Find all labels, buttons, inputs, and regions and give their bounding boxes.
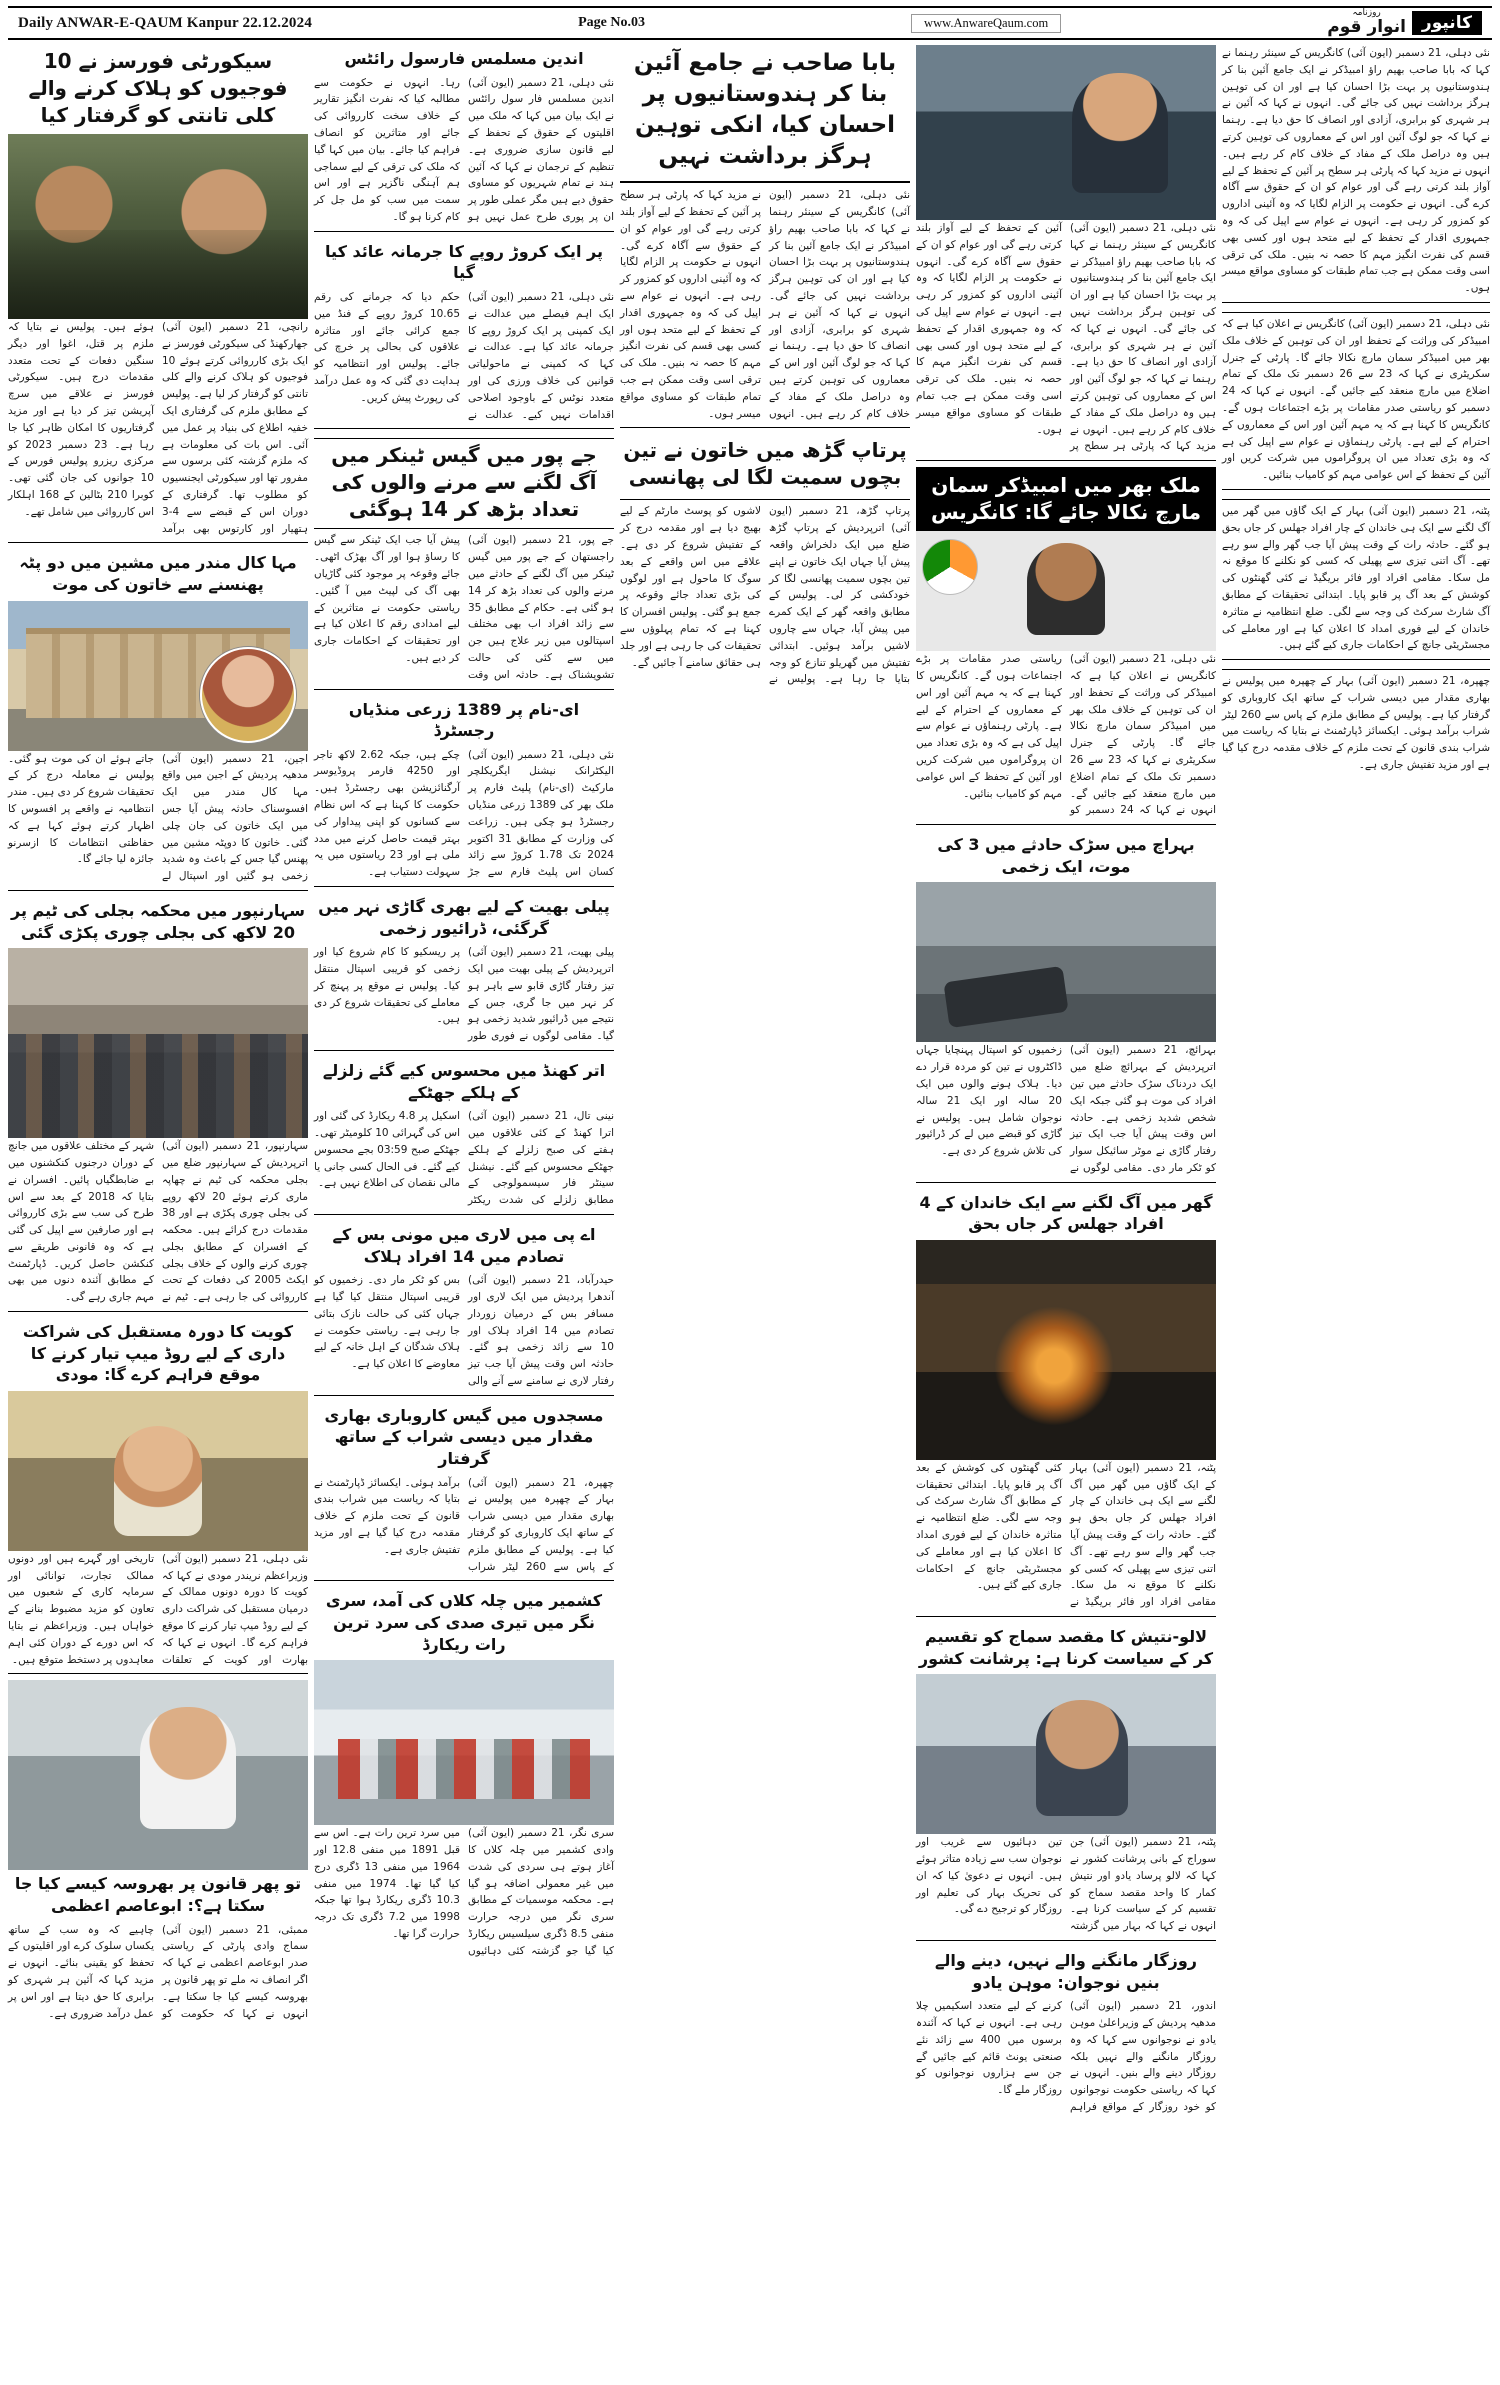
- snow-highway-photo: [314, 1660, 614, 1825]
- article-headline: کویت کا دورہ مستقبل کی شراکت داری کے لیے روڈ میپ تیار کرنے کا موقع فراہم کرے گا: مودی: [22, 1322, 294, 1385]
- divider: [1222, 499, 1490, 500]
- article-house-fire-four-dead: [916, 1189, 1216, 1617]
- article-body: نئی دہلی، 21 دسمبر (ایون آئی) کانگریس کے سینئر رہنما نے کہا کہ بابا صاحب بھیم راؤ امبیڈکر نے ایک جامع آئین بنا کر ہندوستانیوں پر بہت بڑا احسان کیا ہے اور ان کی توہین ہرگز برداشت نہیں کی جائے گی۔ انہوں نے کہا کہ آئین نے ہر شہری کو برابری، آزادی اور انصاف کا حق دیا ہے۔ رہنما نے کہا کہ جو لوگ آئین اور اس کے معماروں کی توہین کرتے ہیں وہ دراصل ملک کے مفاد کے خلاف کام کر رہے ہیں۔ انہوں نے مزید کہا کہ پارٹی ہر سطح پر آئین کے تحفظ کے لیے آواز بلند کرتی رہے گی اور عوام کو ان کے حقوق سے آگاہ کرے گی۔ انہوں نے حکومت پر الزام لگایا کہ وہ آئینی اداروں کو کمزور کر رہی ہے۔ انہوں نے عوام سے اپیل کی کہ وہ جمہوری اقدار کے تحفظ کے لیے متحد ہوں اور کسی بھی قسم کی نفرت انگیز مہم کا حصہ نہ بنیں۔ ملک کی ترقی اسی وقت ممکن ہے جب تمام طبقات کو مساوی مواقع میسر ہوں۔: [620, 189, 910, 420]
- article-body: نئی دہلی، 21 دسمبر (ایون آئی) کانگریس کے سینئر رہنما نے کہا کہ بابا صاحب بھیم راؤ امبیڈکر نے ایک جامع آئین بنا کر ہندوستانیوں پر بہت بڑا احسان کیا ہے اور ان کی توہین ہرگز برداشت نہیں کی جائے گی۔ انہوں نے کہا کہ آئین نے ہر شہری کو برابری، آزادی اور انصاف کا حق دیا ہے۔ رہنما نے کہا کہ جو لوگ آئین اور اس کے معماروں کی توہین کرتے ہیں وہ دراصل ملک کے مفاد کے خلاف کام کر رہے ہیں۔ انہوں نے مزید کہا کہ پارٹی ہر سطح پر آئین کے تحفظ کے لیے آواز بلند کرتی رہے گی اور عوام کو ان کے حقوق سے آگاہ کرے گی۔ انہوں نے حکومت پر الزام لگایا کہ وہ آئینی اداروں کو کمزور کر رہی ہے۔ انہوں نے عوام سے اپیل کی کہ وہ جمہوری اقدار کے تحفظ کے لیے متحد ہوں اور کسی بھی قسم کی نفرت انگیز مہم کا حصہ نہ بنیں۔ ملک کی ترقی اسی وقت ممکن ہے جب تمام طبقات کو مساوی مواقع میسر ہوں۔: [916, 222, 1216, 453]
- article-kashmir-chillai-kalan: [314, 1587, 614, 1964]
- prashant-kishor-photo: [916, 1674, 1216, 1834]
- article-bahraich-road-accident: [916, 831, 1216, 1183]
- logo-top-label: روزنامہ: [1352, 8, 1381, 19]
- article-indian-muslims-civil-rights: [314, 45, 614, 232]
- article-pratapgarh-suicide: [620, 434, 910, 693]
- abu-asim-azmi-photo: [8, 1680, 308, 1870]
- article-headline: بابا صاحب نے جامع آئین بنا کر ہندوستانیوں پر احسان کیا، انکی توہین ہرگز برداشت نہیں: [633, 50, 897, 170]
- article-fire-continuation: [1222, 496, 1490, 660]
- article-body: پٹنہ، 21 دسمبر (ایون آئی) بہار کے ایک گاؤں میں گھر میں آگ لگنے سے ایک ہی خاندان کے چار افراد جھلس کر جاں بحق ہو گئے۔ حادثہ رات کے وقت پیش آیا جب گھر والے سو رہے تھے۔ آگ اتنی تیزی سے پھیلی کہ کسی کو نکلنے کا موقع نہ مل سکا۔ مقامی افراد اور فائر بریگیڈ نے کئی گھنٹوں کی کوشش کے بعد آگ پر قابو پایا۔ ابتدائی تحقیقات کے مطابق آگ شارٹ سرکٹ کی وجہ سے لگی۔ ضلع انتظامیہ نے متاثرہ خاندان کے لیے فوری امداد کا اعلان کیا ہے اور معاملے کی مجسٹریٹی جانچ کے احکامات جاری کیے گئے ہیں۔: [1222, 504, 1490, 652]
- article-body: سہارنپور، 21 دسمبر (ایون آئی) اترپردیش کے سہارنپور ضلع میں بجلی محکمہ کی ٹیم نے چھاپہ ماری کرتے ہوئے 20 لاکھ روپے کی بجلی چوری پکڑی ہے اور 38 مقدمات درج کرائے ہیں۔ محکمہ کے افسران کے مطابق بجلی چوری کرنے والوں کے خلاف بجلی ایکٹ 2005 کی دفعات کے تحت کارروائی کی جا رہی ہے۔ ٹیم نے شہر کے مختلف علاقوں میں جانچ کے دوران درجنوں کنکشنوں میں بے ضابطگیاں پائیں۔ افسران نے بتایا کہ 2018 کے بعد سے اس طرح کی سب سے بڑی کارروائی ہے اور صارفین سے اپیل کی گئی ہے کہ وہ قانونی طریقے سے کنکشن حاصل کریں۔ ڈپارٹمنٹ کے مطابق آئندہ دنوں میں بھی مہم جاری رہے گی۔: [8, 1140, 308, 1304]
- article-body: نئی دہلی، 21 دسمبر (ایون آئی) اندین مسلمس فار سول رائٹس نے ایک بیان میں کہا کہ ملک میں اقلیتوں کے حقوق کے تحفظ کے لیے قانون سازی ضروری ہے۔ تنظیم کے ترجمان نے کہا کہ آئین ہند نے تمام شہریوں کو مساوی حقوق دیے ہیں مگر عملی طور پر ان پر پوری طرح عمل نہیں ہو رہا۔ انہوں نے حکومت سے مطالبہ کیا کہ نفرت انگیز تقاریر کے خلاف سخت کارروائی کی جائے اور متاثرین کو انصاف فراہم کیا جائے۔ بیان میں کہا گیا کہ ملک کی ترقی کے لیے سماجی ہم آہنگی ناگزیر ہے اور اس سمت میں سب کو مل جل کر کام کرنا ہو گا۔: [314, 76, 614, 223]
- column-2: [314, 45, 614, 2365]
- article-body: حیدرآباد، 21 دسمبر (ایون آئی) آندھرا پردیش میں ایک لاری اور مسافر بس کے درمیان زوردار تصادم میں 14 افراد ہلاک اور 10 سے زائد زخمی ہو گئے۔ حادثہ اس وقت پیش آیا جب تیز رفتار لاری نے سامنے سے آنے والی بس کو ٹکر مار دی۔ زخمیوں کو قریبی اسپتال منتقل کیا گیا ہے جہاں کئی کی حالت نازک بتائی جا رہی ہے۔ ریاستی حکومت نے ہلاک شدگان کے اہل خانہ کے لیے معاوضے کا اعلان کیا ہے۔: [314, 1274, 615, 1387]
- article-headline: روزگار مانگنے والے نہیں، دینے والے بنیں نوجوان: موہن یادو: [934, 1951, 1197, 1992]
- article-headline: ملک بھر میں امبیڈکر سمان مارچ نکالا جائے گا: کانگریس: [916, 467, 1216, 531]
- divider: [1222, 669, 1490, 670]
- article-headline: سیکورٹی فورسز نے 10 فوجیوں کو ہلاک کرنے والے کلی تانتی کو گرفتار کیا: [28, 49, 288, 127]
- divider: [620, 181, 910, 183]
- article-body: نئی دہلی، 21 دسمبر (ایون آئی) وزیراعظم نریندر مودی نے کہا کہ کویت کا دورہ دونوں ممالک کے درمیان مستقبل کی شراکت داری کے لیے روڈ میپ تیار کرنے کا موقع فراہم کرے گا۔ انہوں نے کہا کہ بھارت اور کویت کے تعلقات تاریخی اور گہرے ہیں اور دونوں ممالک تجارت، توانائی اور سرمایہ کاری کے شعبوں میں تعاون کو مزید مضبوط بنانے کے خواہاں ہیں۔ وزیراعظم نے بتایا کہ اس دورے کے دوران کئی اہم معاہدوں پر دستخط متوقع ہیں۔: [8, 1552, 308, 1666]
- logo-text-stack: [1327, 9, 1406, 36]
- modi-photo: [8, 1391, 308, 1551]
- article-headline: ای-نام پر 1389 زرعی منڈیاں رجسٹرڈ: [348, 699, 580, 741]
- article-headline: اندین مسلمس فارسول رائٹس: [344, 49, 584, 68]
- article-headline: گھر میں آگ لگنے سے ایک خاندان کے 4 افراد جھلس کر جاں بحق: [919, 1192, 1213, 1234]
- article-ambedkar-constitution-lead: [620, 45, 910, 428]
- article-mahakal-temple-death: [8, 549, 308, 891]
- page-columns: [8, 45, 1492, 2365]
- website-url[interactable]: www.AnwareQaum.com: [911, 14, 1061, 33]
- article-prashant-kishor: [916, 1623, 1216, 1941]
- article-abu-asim-azmi: [8, 1680, 308, 2027]
- article-headline: تو پھر قانون پر بھروسہ کیسے کیا جا سکتا ہے؟: ابوعاصم اعظمی: [14, 1874, 302, 1916]
- article-headline: جے پور میں گیس ٹینکر میں آگ لگنے سے مرنے والوں کی تعداد بڑھ کر 14 ہوگئی: [314, 438, 614, 529]
- article-body: پٹنہ، 21 دسمبر (ایون آئی) بہار کے ایک گاؤں میں گھر میں آگ لگنے سے ایک ہی خاندان کے چار افراد جھلس کر جاں بحق ہو گئے۔ حادثہ رات کے وقت پیش آیا جب گھر والے سو رہے تھے۔ آگ اتنی تیزی سے پھیلی کہ کسی کو نکلنے کا موقع نہ مل سکا۔ مقامی افراد اور فائر بریگیڈ نے کئی گھنٹوں کی کوشش کے بعد آگ پر قابو پایا۔ ابتدائی تحقیقات کے مطابق آگ شارٹ سرکٹ کی وجہ سے لگی۔ ضلع انتظامیہ نے متاثرہ خاندان کے لیے فوری امداد کا اعلان کیا ہے اور معاملے کی مجسٹریٹی جانچ کے احکامات جاری کیے گئے ہیں۔: [916, 1461, 1216, 1609]
- article-headline: لالو-نتیش کا مقصد سماج کو تقسیم کر کے سیاست کرنا ہے: پرشانت کشور: [918, 1627, 1214, 1668]
- victim-portrait-inset: [200, 647, 296, 743]
- article-congress-march-continuation: [1222, 309, 1490, 490]
- article-headline: مہا کال مندر میں مشین میں دو پٹہ پھنسنے سے خاتون کی موت: [19, 553, 297, 594]
- article-headline: سہارنپور میں محکمہ بجلی کی ٹیم پر 20 لاکھ کی بجلی چوری پکڑی گئی: [10, 900, 305, 942]
- article-body: نئی دہلی، 21 دسمبر (ایون آئی) الیکٹرانک نیشنل ایگریکلچر مارکیٹ (ای-نام) پلیٹ فارم پر ملک بھر کی 1389 زرعی منڈیاں رجسٹرڈ ہو چکی ہیں۔ زراعت کی وزارت کے مطابق 31 اکتوبر 2024 تک 1.78 کروڑ سے زائد کسان اس پلیٹ فارم سے جڑ چکے ہیں، جبکہ 2.62 لاکھ تاجر اور 4250 فارمر پروڈیوسر آرگنائزیشن بھی رجسٹرڈ ہیں۔ حکومت کا کہنا ہے کہ اس نظام سے کسانوں کو اپنی پیداوار کی بہتر قیمت حاصل کرنے میں مدد ملی ہے اور 23 ریاستوں میں یہ سہولت دستیاب ہے۔: [314, 748, 614, 879]
- logo-main-label: انوار قوم: [1327, 16, 1406, 37]
- article-body: پیلی بھیت، 21 دسمبر (ایون آئی) اترپردیش کے پیلی بھیت میں ایک تیز رفتار گاڑی قابو سے باہر ہو کر نہر میں جا گری، جس کے نتیجے میں ڈرائیور شدید زخمی ہو گیا۔ مقامی لوگوں نے فوری طور پر ریسکیو کا کام شروع کیا اور زخمی کو قریبی اسپتال منتقل کیا۔ پولیس نے موقع پر پہنچ کر معاملے کی تحقیقات شروع کر دی ہیں۔: [314, 946, 615, 1043]
- article-liquor-continuation: [1222, 666, 1490, 779]
- congress-leader-photo: [916, 531, 1216, 651]
- article-body: رانچی، 21 دسمبر (ایون آئی) جھارکھنڈ کی سیکورٹی فورسز نے ایک بڑی کارروائی کرتے ہوئے 10 فوجیوں کو ہلاک کرنے والے کلی تانتی کو گرفتار کر لیا ہے۔ پولیس کے مطابق ملزم کی گرفتاری ایک خفیہ اطلاع کی بنیاد پر عمل میں آئی۔ اس بات کی معلومات ہے کہ ملزم گزشتہ کئی برسوں سے مفرور تھا اور سیکورٹی ایجنسیوں کو مطلوب تھا۔ گرفتاری کے دوران اس کے قبضے سے 4-3 ہتھیار اور کارتوس بھی برآمد ہوئے ہیں۔ پولیس نے بتایا کہ ملزم پر قتل، اغوا اور دیگر سنگین دفعات کے تحت متعدد مقدمات درج ہیں۔ سیکورٹی فورسز نے علاقے میں سرچ آپریشن تیز کر دیا ہے اور مزید گرفتاریوں کا امکان ظاہر کیا جا رہا ہے۔ 23 دسمبر 2023 کو مرکزی ریزرو پولیس فورس کے 10 جوانوں کی جان گئی تھی۔ کوبرا 210 بٹالین کے 168 اہلکار اس کارروائی میں شامل تھے۔: [8, 321, 309, 535]
- article-body: اندور، 21 دسمبر (ایون آئی) مدھیہ پردیش کے وزیراعلیٰ موہن یادو نے نوجوانوں سے کہا کہ وہ روزگار مانگنے والے نہیں بلکہ روزگار دینے والے بنیں۔ انہوں نے کہا کہ ریاستی حکومت نوجوانوں کو خود روزگار کے مواقع فراہم کرنے کے لیے متعدد اسکیمیں چلا رہی ہے۔ انہوں نے کہا کہ آئندہ برسوں میں 400 سے زائد نئے صنعتی یونٹ قائم کیے جائیں گے جن سے ہزاروں نوجوانوں کو روزگار ملے گا۔: [916, 2000, 1216, 2113]
- article-body: نئی دہلی، 21 دسمبر (ایون آئی) کانگریس نے اعلان کیا ہے کہ امبیڈکر کی وراثت کے تحفظ اور ان کی توہین کے خلاف ملک بھر میں امبیڈکر سمان مارچ نکالا جائے گا۔ پارٹی کے جنرل سکریٹری نے کہا کہ 23 سے 26 دسمبر تک ملک کے تمام اضلاع میں مارچ منعقد کیے جائیں گے۔ انہوں نے کہا کہ 24 دسمبر کو ریاستی صدر مقامات پر بڑے اجتماعات ہوں گے۔ کانگریس کا کہنا ہے کہ یہ مہم آئین اور اس کے معماروں کے احترام کے لیے ہے۔ پارٹی رہنماؤں نے عوام سے اپیل کی ہے کہ وہ بڑی تعداد میں ان پروگراموں میں شرکت کریں اور آئین کے تحفظ کے اس عوامی مہم کو کامیاب بنائیں۔: [916, 653, 1216, 817]
- article-electricity-theft: [8, 897, 308, 1312]
- article-jaipur-gas-tanker-fire: [314, 435, 614, 689]
- article-uttarakhand-earthquake: [314, 1057, 614, 1215]
- article-one-crore-fine: [314, 238, 614, 430]
- speaker-press-conference-photo: [916, 45, 1216, 220]
- house-fire-photo: [916, 1240, 1216, 1460]
- article-body: ممبئی، 21 دسمبر (ایون آئی) سماج وادی پارٹی کے ریاستی صدر ابوعاصم اعظمی نے کہا کہ اگر انصاف نہ ملے تو پھر قانون پر بھروسہ کیسے کیا جا سکتا ہے۔ انہوں نے کہا کہ حکومت کو چاہیے کہ وہ سب کے ساتھ یکساں سلوک کرے اور اقلیتوں کے تحفظ کو یقینی بنائے۔ انہوں نے مزید کہا کہ آئین ہر شہری کو برابری کا حق دیتا ہے اور اس پر عمل درآمد ضروری ہے۔: [8, 1923, 308, 2020]
- road-accident-photo: [916, 882, 1216, 1042]
- article-body: سری نگر، 21 دسمبر (ایون آئی) وادی کشمیر میں چلہ کلاں کا آغاز ہوتے ہی سردی کی شدت میں غیر معمولی اضافہ ہو گیا ہے۔ محکمہ موسمیات کے مطابق سری نگر میں درجہ حرارت منفی 8.5 ڈگری سیلسیس ریکارڈ کیا گیا جو گزشتہ کئی دہائیوں میں سرد ترین رات ہے۔ اس سے قبل 1891 میں منفی 12.8 اور 1964 میں منفی 13 ڈگری درج کیا گیا تھا۔ 1974 میں منفی 10.3 ڈگری ریکارڈ ہوا تھا جبکہ 1998 میں 7.2 ڈگری تک درجہ حرارت گرا تھا۔: [314, 1827, 614, 1957]
- article-body: نئی دہلی، 21 دسمبر (ایون آئی) کانگریس کے سینئر رہنما نے کہا کہ بابا صاحب بھیم راؤ امبیڈکر نے ایک جامع آئین بنا کر ہندوستانیوں پر بہت بڑا احسان کیا ہے اور ان کی توہین ہرگز برداشت نہیں کی جائے گی۔ انہوں نے کہا کہ آئین نے ہر شہری کو برابری، آزادی اور انصاف کا حق دیا ہے۔ رہنما نے کہا کہ جو لوگ آئین اور اس کے معماروں کی توہین کرتے ہیں وہ دراصل ملک کے مفاد کے خلاف کام کر رہے ہیں۔ انہوں نے مزید کہا کہ پارٹی ہر سطح پر آئین کے تحفظ کے لیے آواز بلند کرتی رہے گی اور عوام کو ان کے حقوق سے آگاہ کرے گی۔ انہوں نے حکومت پر الزام لگایا کہ وہ آئینی اداروں کو کمزور کر رہی ہے۔ انہوں نے عوام سے اپیل کی کہ وہ جمہوری اقدار کے تحفظ کے لیے متحد ہوں اور کسی بھی قسم کی نفرت انگیز مہم کا حصہ نہ بنیں۔ ملک کی ترقی اسی وقت ممکن ہے جب تمام طبقات کو مساوی مواقع میسر ہوں۔: [1222, 47, 1490, 295]
- article-body: نینی تال، 21 دسمبر (ایون آئی) اترا کھنڈ کے کئی علاقوں میں ہفتے کی صبح زلزلے کے ہلکے جھٹکے محسوس کیے گئے۔ نیشنل سینٹر فار سیسمولوجی کے مطابق زلزلے کی شدت ریکٹر اسکیل پر 4.8 ریکارڈ کی گئی اور اس کی گہرائی 10 کلومیٹر تھی۔ جھٹکے صبح 03:59 بجے محسوس کیے گئے۔ فی الحال کسی جانی یا مالی نقصان کی اطلاع نہیں ہے۔: [314, 1110, 615, 1207]
- article-headline: کشمیر میں چلہ کلاں کی آمد، سری نگر میں تیری صدی کی سرد ترین رات ریکارڈ: [325, 1591, 603, 1654]
- article-security-forces: [8, 45, 308, 543]
- column-1: [8, 45, 308, 2365]
- column-4: [916, 45, 1216, 2365]
- article-body: نئی دہلی، 21 دسمبر (ایون آئی) کانگریس نے اعلان کیا ہے کہ امبیڈکر کی وراثت کے تحفظ اور ان کی توہین کے خلاف ملک بھر میں امبیڈکر سمان مارچ نکالا جائے گا۔ پارٹی کے جنرل سکریٹری نے کہا کہ 23 سے 26 دسمبر تک ملک کے تمام اضلاع میں مارچ منعقد کیے جائیں گے۔ انہوں نے کہا کہ 24 دسمبر کو ریاستی صدر مقامات پر بڑے اجتماعات ہوں گے۔ کانگریس کا کہنا ہے کہ یہ مہم آئین اور اس کے معماروں کے احترام کے لیے ہے۔ پارٹی رہنماؤں نے عوام سے اپیل کی ہے کہ وہ بڑی تعداد میں ان پروگراموں میں شرکت کریں اور آئین کے تحفظ کے اس عوامی مہم کو کامیاب بنائیں۔: [1222, 317, 1490, 482]
- article-headline: بہراچ میں سڑک حادثے میں 3 کی موت، ایک زخمی: [937, 835, 1195, 876]
- article-modi-kuwait-visit: [8, 1318, 308, 1674]
- masthead-logo: [1327, 9, 1482, 36]
- article-ambedkar-samman-march: [916, 467, 1216, 825]
- article-headline: پر ایک کروڑ روپے کا جرمانہ عائد کیا گیا: [325, 241, 603, 283]
- police-personnel-photo: [8, 134, 308, 319]
- column-5: [1222, 45, 1490, 2365]
- article-baba-saheb-top-right: [916, 45, 1216, 461]
- article-headline: اے پی میں لاری میں مونی بس کے تصادم میں 14 افراد ہلاک: [332, 1225, 596, 1266]
- page-number: Page No.03: [578, 15, 645, 30]
- article-lead-right-continuation: [1222, 45, 1490, 303]
- article-liquor-arrest: [314, 1402, 614, 1582]
- temple-photo: [8, 601, 308, 751]
- divider: [1222, 312, 1490, 313]
- article-body: پٹنہ، 21 دسمبر (ایون آئی) جن سوراج کے بانی پرشانت کشور نے کہا کہ لالو پرساد یادو اور نتیش کمار کا واحد مقصد سماج کو تقسیم کر کے سیاست کرنا ہے۔ انہوں نے کہا کہ بہار میں گزشتہ تین دہائیوں سے غریب اور نوجوان سب سے زیادہ متاثر ہوئے ہیں۔ انہوں نے دعویٰ کیا کہ ان کی تحریک بہار کی تعلیم اور روزگار کو ترجیح دے گی۔: [916, 1836, 1216, 1933]
- article-headline: اتر کھنڈ میں محسوس کیے گئے زلزلے کے ہلکے جھٹکے: [322, 1061, 606, 1102]
- article-mohan-yadav-employment: [916, 1947, 1216, 2121]
- masthead: [8, 6, 1492, 40]
- article-headline: مسجدوں میں گیس کاروباری بھاری مقدار میں دیسی شراب کے ساتھ گرفتار: [324, 1405, 604, 1468]
- article-pilibhit-canal-accident: [314, 893, 614, 1051]
- article-headline: پرتاپ گڑھ میں خاتون نے تین بچوں سمیت لگا لی پھانسی: [623, 438, 907, 490]
- article-body: جے پور، 21 دسمبر (ایون آئی) راجستھان کے جے پور میں گیس ٹینکر میں آگ لگنے کے حادثے میں مرنے والوں کی تعداد بڑھ کر 14 ہو گئی ہے۔ حکام کے مطابق 35 سے زائد افراد اب بھی مختلف اسپتالوں میں زیر علاج ہیں جن میں سے کئی کی حالت تشویشناک ہے۔ حادثہ اس وقت پیش آیا جب ایک ٹینکر سے گیس کا رساؤ ہوا اور آگ بھڑک اٹھی۔ جائے وقوعہ پر موجود کئی گاڑیاں بھی آگ کی لپیٹ میں آ گئیں۔ ریاستی حکومت نے متاثرین کے لیے امدادی رقم کا اعلان کیا ہے اور تحقیقات کے احکامات جاری کر دیے ہیں۔: [314, 534, 615, 681]
- logo-city-badge: کانپور: [1412, 11, 1482, 35]
- article-body: چھپرہ، 21 دسمبر (ایون آئی) بہار کے چھپرہ میں پولیس نے بھاری مقدار میں دیسی شراب کے ساتھ ایک کاروباری کو گرفتار کیا ہے۔ پولیس کے مطابق ملزم کے پاس سے 260 لیٹر شراب برآمد ہوئی۔ ایکسائز ڈپارٹمنٹ نے بتایا کہ ریاست میں شراب بندی قانون کے تحت ملزم کے خلاف مقدمہ درج کیا گیا ہے اور مزید تفتیش جاری ہے۔: [1222, 675, 1490, 772]
- crowd-photo: [8, 948, 308, 1138]
- article-body: پرتاپ گڑھ، 21 دسمبر (ایون آئی) اترپردیش کے پرتاپ گڑھ ضلع میں ایک دلخراش واقعہ پیش آیا جہاں ایک خاتون نے اپنے تین بچوں سمیت پھانسی لگا کر خودکشی کر لی۔ پولیس کے مطابق واقعہ گھر کے ایک کمرے میں پیش آیا، جہاں سے چاروں لاشیں برآمد ہوئیں۔ ابتدائی تفتیش میں گھریلو تنازع کو وجہ بتایا جا رہا ہے۔ پولیس نے لاشوں کو پوسٹ مارٹم کے لیے بھیج دیا ہے اور مقدمہ درج کر کے تفتیش شروع کر دی ہے۔ علاقے میں اس واقعے کے بعد سوگ کا ماحول ہے اور لوگوں کی بڑی تعداد جائے وقوعہ پر جمع ہو گئی۔ پولیس افسران کا کہنا ہے کہ تمام پہلوؤں سے تحقیقات کی جا رہی ہے اور جلد ہی حقائق سامنے آ جائیں گے۔: [620, 505, 910, 686]
- article-body: چھپرہ، 21 دسمبر (ایون آئی) بہار کے چھپرہ میں پولیس نے بھاری مقدار میں دیسی شراب کے ساتھ ایک کاروباری کو گرفتار کیا ہے۔ پولیس کے مطابق ملزم کے پاس سے 260 لیٹر شراب برآمد ہوئی۔ ایکسائز ڈپارٹمنٹ نے بتایا کہ ریاست میں شراب بندی قانون کے تحت ملزم کے خلاف مقدمہ درج کیا گیا ہے اور مزید تفتیش جاری ہے۔: [314, 1476, 615, 1573]
- article-body: اجین، 21 دسمبر (ایون آئی) مدھیہ پردیش کے اجین میں واقع مہا کال مندر میں ایک افسوسناک حادثہ پیش آیا جس میں ایک خاتون کی جان چلی گئی۔ خاتون کا دوپٹہ مشین میں پھنس گیا جس کے باعث وہ شدید زخمی ہو گئیں اور اسپتال لے جاتے ہوئے ان کی موت ہو گئی۔ پولیس نے معاملہ درج کر کے تحقیقات شروع کر دی ہیں۔ مندر انتظامیہ نے واقعے پر افسوس کا اظہار کرتے ہوئے کہا ہے کہ حفاظتی انتظامات کا ازسرنو جائزہ لیا جائے گا۔: [8, 752, 309, 883]
- article-ap-bus-crash: [314, 1221, 614, 1396]
- article-enam-mandis: [314, 696, 614, 888]
- divider: [620, 499, 910, 500]
- column-3: [620, 45, 910, 2365]
- article-body: نئی دہلی، 21 دسمبر (ایون آئی) ایک اہم فیصلے میں عدالت نے ایک کمپنی پر ایک کروڑ روپے کا جرمانہ عائد کیا ہے۔ عدالت نے کہا کہ کمپنی نے ماحولیاتی قوانین کی خلاف ورزی کی اور متعدد نوٹس کے باوجود اصلاحی اقدامات نہیں کیے۔ عدالت نے حکم دیا کہ جرمانے کی رقم 10.65 کروڑ روپے کے فنڈ میں جمع کرائی جائے اور متاثرہ علاقوں کی بحالی پر خرچ کی جائے۔ پولیس اور انتظامیہ کو ہدایت دی گئی کہ وہ عمل درآمد کی رپورٹ پیش کریں۔: [314, 290, 614, 421]
- article-body: بہرائچ، 21 دسمبر (ایون آئی) اترپردیش کے بہرائچ ضلع میں ایک دردناک سڑک حادثے میں تین افراد کی موت ہو گئی جبکہ ایک شخص شدید زخمی ہے۔ حادثہ اس وقت پیش آیا جب ایک تیز رفتار گاڑی نے موٹر سائیکل سوار کو ٹکر مار دی۔ مقامی لوگوں نے زخمیوں کو اسپتال پہنچایا جہاں ڈاکٹروں نے تین کو مردہ قرار دے دیا۔ ہلاک ہونے والوں میں ایک 20 سالہ اور ایک 21 سالہ نوجوان شامل ہیں۔ پولیس نے گاڑی کو قبضے میں لے کر ڈرائیور کی تلاش شروع کر دی ہے۔: [916, 1044, 1216, 1174]
- article-headline: پیلی بھیت کے لیے بھری گاڑی نہر میں گرگئی، ڈرائیور زخمی: [318, 897, 610, 938]
- masthead-title: Daily ANWAR-E-QAUM Kanpur 22.12.2024: [18, 14, 313, 31]
